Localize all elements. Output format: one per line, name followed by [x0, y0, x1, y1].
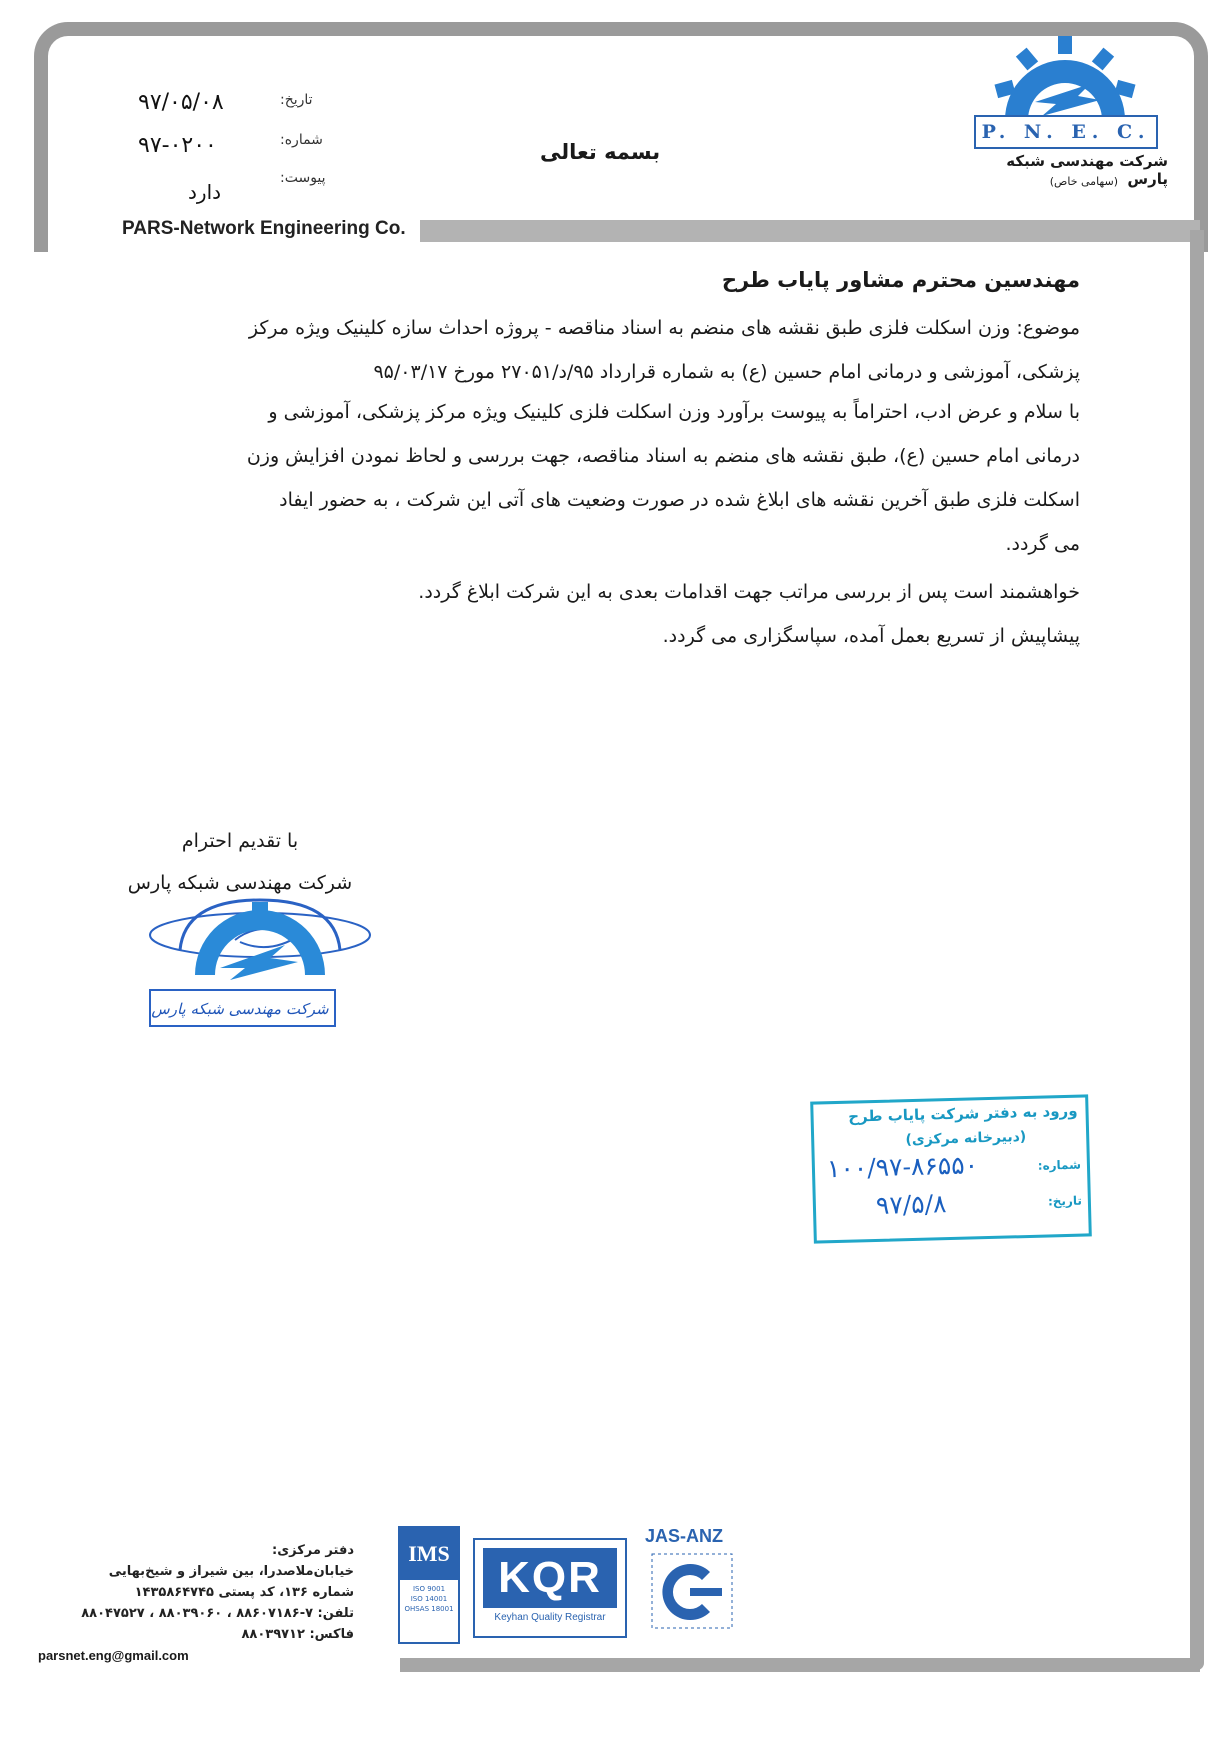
kqr-cert [473, 1538, 627, 1638]
jas-anz-label: JAS-ANZ [645, 1526, 724, 1546]
recipient: مهندسین محترم مشاور پایاب طرح [721, 268, 1080, 292]
subject-line-1: موضوع: وزن اسکلت فلزی طبق نقشه های منضم به اسناد مناقصه - پروژه احداث سازه کلینیک ویژه مرکز [248, 317, 1080, 339]
kqr-sub: Keyhan Quality Registrar [494, 1612, 606, 1623]
ims-sub-1: ISO 9001 [412, 1585, 446, 1593]
header-divider [420, 220, 1200, 242]
date-label: تاریخ: [280, 92, 313, 108]
stamp-title: ورود به دفتر شرکت پایاب طرح [848, 1101, 1078, 1126]
receipt-stamp [810, 1094, 1092, 1243]
ims-label: IMS [400, 1528, 458, 1580]
attachment-label: پیوست: [280, 170, 326, 186]
bismillah: بسمه تعالی [540, 140, 661, 164]
closing-paragraph [120, 570, 1080, 658]
company-seal-icon [140, 880, 380, 1030]
footer-address [34, 1540, 354, 1645]
body-line-3: اسکلت فلزی طبق آخرین نقشه های ابلاغ شده در صورت وضعیت های آتی این شرکت ، به حضور ایفاد [279, 489, 1080, 511]
number-value: ۹۷-۰۲۰۰ [138, 133, 217, 158]
stamp-number-label: شماره: [1037, 1157, 1082, 1173]
regards: با تقدیم احترام [181, 830, 299, 852]
signatory: شرکت مهندسی شبکه پارس [127, 872, 353, 894]
subject [120, 306, 1080, 394]
stamp-date-value: ۹۷/۵/۸ [875, 1189, 947, 1220]
company-type: (سهامی خاص) [1049, 175, 1118, 188]
stamp-subtitle: (دبیرخانه مرکزی) [905, 1129, 1027, 1149]
ims-sub-2: ISO 14001 [410, 1595, 448, 1603]
jas-anz-logo-icon [650, 1552, 736, 1632]
bottom-border [400, 1658, 1200, 1672]
attachment-value: دارد [188, 180, 222, 204]
body-paragraph [120, 390, 1080, 566]
body-line-4: می گردد. [1005, 533, 1080, 555]
phone-line: تلفن: ۷-۸۸۶۰۷۱۸۶ ، ۸۸۰۳۹۰۶۰ ، ۸۸۰۴۷۵۲۷ [81, 1606, 354, 1621]
gear-logo-icon [990, 32, 1140, 122]
fax-line: فاکس: ۸۸۰۳۹۷۱۲ [241, 1627, 354, 1642]
stamp-number-value: ۱۰۰/۹۷-۸۶۵۵۰ [826, 1150, 979, 1184]
seal-text: شرکت مهندسی شبکه پارس [151, 1000, 329, 1018]
kqr-label: KQR [483, 1548, 617, 1608]
address-line-1: خیابان‌ملاصدرا، بین شیراز و شیخ‌بهایی [108, 1564, 354, 1579]
ims-cert [398, 1526, 460, 1644]
company-name-en: PARS-Network Engineering Co. [122, 218, 406, 239]
body-line-1: با سلام و عرض ادب، احتراماً به پیوست برآورد وزن اسکلت فلزی کلینیک ویژه مرکز پزشکی، آموزشی و [268, 401, 1080, 423]
stamp-date-label: تاریخ: [1047, 1193, 1083, 1209]
ims-sub-3: OHSAS 18001 [404, 1605, 454, 1613]
email: parsnet.eng@gmail.com [38, 1648, 189, 1663]
thanks-line: پیشاپیش از تسریع بعمل آمده، سپاسگزاری می گردد. [662, 625, 1080, 647]
office-label: دفتر مرکزی: [272, 1543, 354, 1558]
right-border [1190, 230, 1204, 1670]
logo-text: P. N. E. C. [974, 115, 1158, 149]
request-line: خواهشمند است پس از بررسی مراتب جهت اقدامات بعدی به این شرکت ابلاغ گردد. [418, 581, 1080, 603]
address-line-2: شماره ۱۳۶، کد پستی ۱۴۳۵۸۶۴۷۴۵ [134, 1585, 354, 1600]
number-label: شماره: [280, 132, 323, 148]
body-line-2: درمانی امام حسین (ع)، طبق نقشه های منضم به اسناد مناقصه، جهت بررسی و لحاظ نمودن افزایش وزن [246, 445, 1080, 467]
company-name-fa: شرکت مهندسی شبکه پارس [1006, 152, 1168, 188]
date-value: ۹۷/۰۵/۰۸ [138, 90, 224, 115]
subject-line-2: پزشکی، آموزشی و درمانی امام حسین (ع) به شماره قرارداد ۹۵/د/۲۷۰۵۱ مورخ ۹۵/۰۳/۱۷ [373, 361, 1080, 383]
